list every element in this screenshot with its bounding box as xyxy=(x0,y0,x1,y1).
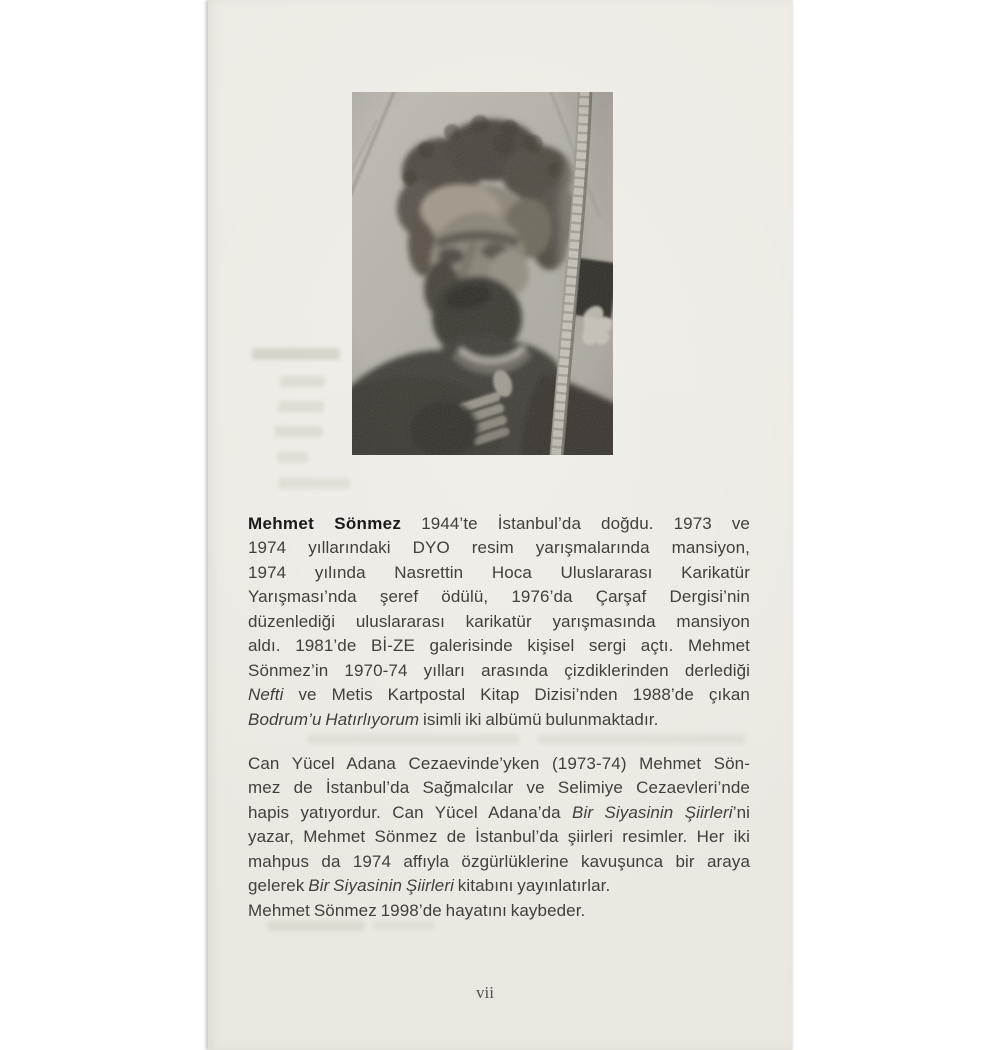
bio-text: yazar, Mehmet Sönmez de İstanbul’da şiirleri resimler. Her iki xyxy=(248,827,750,847)
show-through-ghost xyxy=(278,401,324,412)
bio-text: aldı. 1981’de Bİ-ZE galerisinde kişisel sergi açtı. Mehmet xyxy=(248,636,750,656)
bio-paragraph xyxy=(248,512,750,732)
portrait-photo xyxy=(352,92,613,455)
bio-text: gelerek xyxy=(248,876,309,896)
bio-line xyxy=(248,801,750,825)
bio-line xyxy=(248,825,750,849)
book-title: Bir Siyasinin Şiirleri xyxy=(572,802,733,822)
bio-line xyxy=(248,874,750,898)
bio-line xyxy=(248,708,750,732)
author-name: Mehmet Sönmez xyxy=(248,514,402,533)
bio-text: 1974 yılında Nasrettin Hoca Uluslararası Karikatür xyxy=(248,562,750,582)
bio-text: mez de İstanbul’da Sağmalcılar ve Selimiye Cezaevleri’nde xyxy=(248,778,750,798)
bio-line xyxy=(248,776,750,800)
bio-line xyxy=(248,512,750,536)
portrait-photo-graphic xyxy=(352,92,613,455)
bio-text: Sönmez’in 1970-74 yılları arasında çizdiklerinden derlediği xyxy=(248,660,750,680)
book-title: Nefti xyxy=(248,685,284,705)
biography xyxy=(248,512,750,923)
show-through-ghost xyxy=(275,426,323,437)
bio-line xyxy=(248,850,750,874)
bio-line xyxy=(248,683,750,707)
bio-text: 1944’te İstanbul’da doğdu. 1973 ve xyxy=(401,514,750,533)
bio-text: Can Yücel Adana Cezaevinde’yken (1973-74) Mehmet Sön- xyxy=(248,753,750,773)
book-page xyxy=(208,0,792,1050)
show-through-ghost xyxy=(278,478,350,489)
bio-line xyxy=(248,536,750,560)
bio-line xyxy=(248,899,750,923)
bio-text: Mehmet Sönmez 1998’de hayatını kaybeder. xyxy=(248,900,586,920)
bio-text: ’ni xyxy=(732,802,750,822)
bio-text: düzenlediği uluslararası karikatür yarışmasında mansiyon xyxy=(248,611,750,631)
bio-text: mahpus da 1974 affıyla özgürlüklerine kavuşunca bir araya xyxy=(248,851,750,871)
bio-line xyxy=(248,752,750,776)
show-through-ghost xyxy=(277,452,308,463)
bio-text: Yarışması’nda şeref ödülü, 1976’da Çarşaf Dergisi’nin xyxy=(248,587,750,607)
book-title: Bir Siyasinin Şiirleri xyxy=(308,876,454,896)
bio-line xyxy=(248,585,750,609)
bio-line xyxy=(248,659,750,683)
bio-line xyxy=(248,610,750,634)
book-title: Bodrum’u Hatırlıyorum xyxy=(248,709,420,729)
bio-text: kitabını yayınlatırlar. xyxy=(453,876,611,896)
bio-text: ve Metis Kartpostal Kitap Dizisi’nden 1988’de çıkan xyxy=(283,685,750,705)
bio-text: isimli iki albümü bulunmaktadır. xyxy=(419,709,659,729)
page-number: vii xyxy=(476,983,494,1002)
bio-line xyxy=(248,561,750,585)
bio-text: 1974 yıllarındaki DYO resim yarışmalarında mansiyon, xyxy=(248,538,750,558)
show-through-ghost xyxy=(280,376,325,387)
bio-line xyxy=(248,634,750,658)
bio-paragraph xyxy=(248,752,750,923)
show-through-ghost xyxy=(252,348,340,360)
bio-text: hapis yatıyordur. Can Yücel Adana’da xyxy=(248,802,573,822)
